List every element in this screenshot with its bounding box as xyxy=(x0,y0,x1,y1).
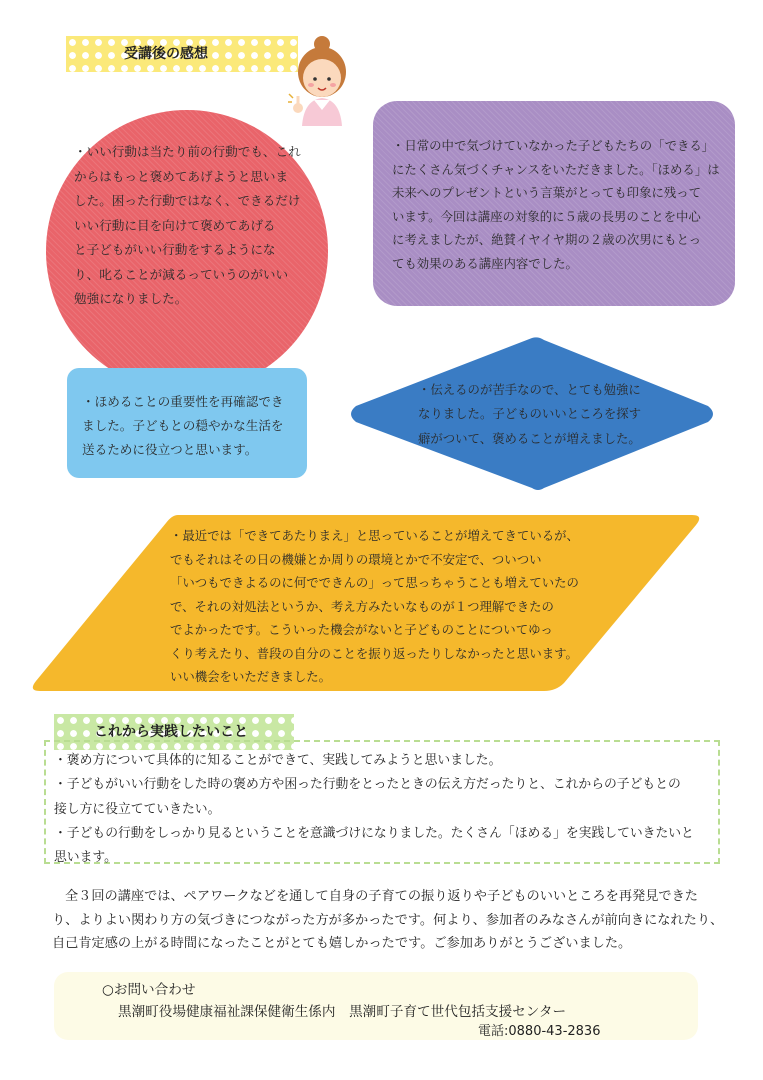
text-line: り、叱ることが減るっていうのがいい xyxy=(74,266,289,282)
text-line: ・伝えるのが苦手なので、とても勉強に xyxy=(418,382,641,397)
text-line: いい機会をいただきました。 xyxy=(170,669,332,684)
practice-title-text: これから実践したいこと xyxy=(94,724,248,740)
text-line: ました。子どもとの穏やかな生活を xyxy=(82,418,284,434)
list-item: ・子どもの行動をしっかり見るということを意識づけになりました。たくさん「ほめる」を実践していきたいと xyxy=(54,825,694,841)
text-line: で、それの対処法というか、考え方みたいなものが１つ理解できたの xyxy=(170,598,554,614)
contact-phone: 電話:0880-43-2836 xyxy=(478,1024,601,1039)
text-line: なりました。子どものいいところを探す xyxy=(418,406,642,422)
text-line: います。今回は講座の対象的に５歳の長男のことを中心 xyxy=(392,208,701,224)
text-line: でよかったです。こういった機会がないと子どものことについてゆっ xyxy=(170,622,553,637)
diamond-text xyxy=(418,378,674,451)
text-line: 未来へのプレゼントという言葉がとっても印象に残って xyxy=(392,185,702,201)
text-line: ・最近では「できてあたりまえ」と思っていることが増えてきているが、 xyxy=(170,528,579,543)
text-line: と子どもがいい行動をするようにな xyxy=(74,242,276,257)
text-line: ても効果のある講座内容でした。 xyxy=(392,255,578,271)
impressions-title-text: 受講後の感想 xyxy=(124,46,208,62)
woman-illustration xyxy=(284,34,358,126)
impressions-section-title xyxy=(66,36,298,72)
list-item: 接し方に役立てていきたい。 xyxy=(54,801,221,817)
practice-list xyxy=(54,749,718,870)
text-line: にたくさん気づくチャンスをいただきました。「ほめる」は xyxy=(392,161,720,177)
summary-paragraph: 全３回の講座では、ペアワークなどを通して自身の子育ての振り返りや子どものいいところを再発見できたり、よりよい関わり方の気づきにつながった方が多かったです。何より、参加者のみなさんが前向きになれたり、自己肯定感の上がる時間になったことがとても嬉しかったです。ご参加ありがとうございました。 xyxy=(52,889,724,952)
text-line: ・日常の中で気づけていなかった子どもたちの「できる」 xyxy=(392,138,715,153)
contact-heading: ○お問い合わせ xyxy=(102,982,196,998)
text-line: ・いい行動は当たり前の行動でも、これ xyxy=(74,144,301,159)
list-item: 思います。 xyxy=(54,850,117,866)
text-line: でもそれはその日の機嫌とか周りの環境とかで不安定で、ついつい xyxy=(170,551,542,567)
contact-box xyxy=(54,972,698,1040)
contact-office: 黒潮町役場健康福祉課保健衛生係内 黒潮町子育て世代包括支援センター xyxy=(118,1004,567,1020)
red-circle-text xyxy=(74,140,314,312)
blue-box-text xyxy=(82,390,304,463)
list-item: ・子どもがいい行動をした時の褒め方や困った行動をとったときの伝え方だったりと、これからの子どもとの xyxy=(54,777,681,793)
text-line: 「いつもできよるのに何でできんの」って思っちゃうことも増えていたの xyxy=(170,575,579,590)
text-line: した。困った行動ではなく、できるだけ xyxy=(74,193,301,208)
text-line: に考えましたが、絶賛イヤイヤ期の２歳の次男にもとっ xyxy=(392,232,702,248)
text-line: ・ほめることの重要性を再確認でき xyxy=(82,394,284,409)
text-line: 送るために役立つと思います。 xyxy=(82,442,258,458)
parallelogram-text xyxy=(170,524,590,689)
text-line: いい行動に目を向けて褒めてあげる xyxy=(74,217,276,233)
list-item: ・褒め方について具体的に知ることができて、実践してみようと思いました。 xyxy=(54,753,502,768)
text-line: 勉強になりました。 xyxy=(74,291,188,306)
text-line: 癖がついて、褒めることが増えました。 xyxy=(418,430,641,446)
purple-box-text xyxy=(392,134,728,276)
text-line: からはもっと褒めてあげようと思いま xyxy=(74,168,289,184)
text-line: くり考えたり、普段の自分のことを振り返ったりしなかったと思います。 xyxy=(170,645,578,661)
